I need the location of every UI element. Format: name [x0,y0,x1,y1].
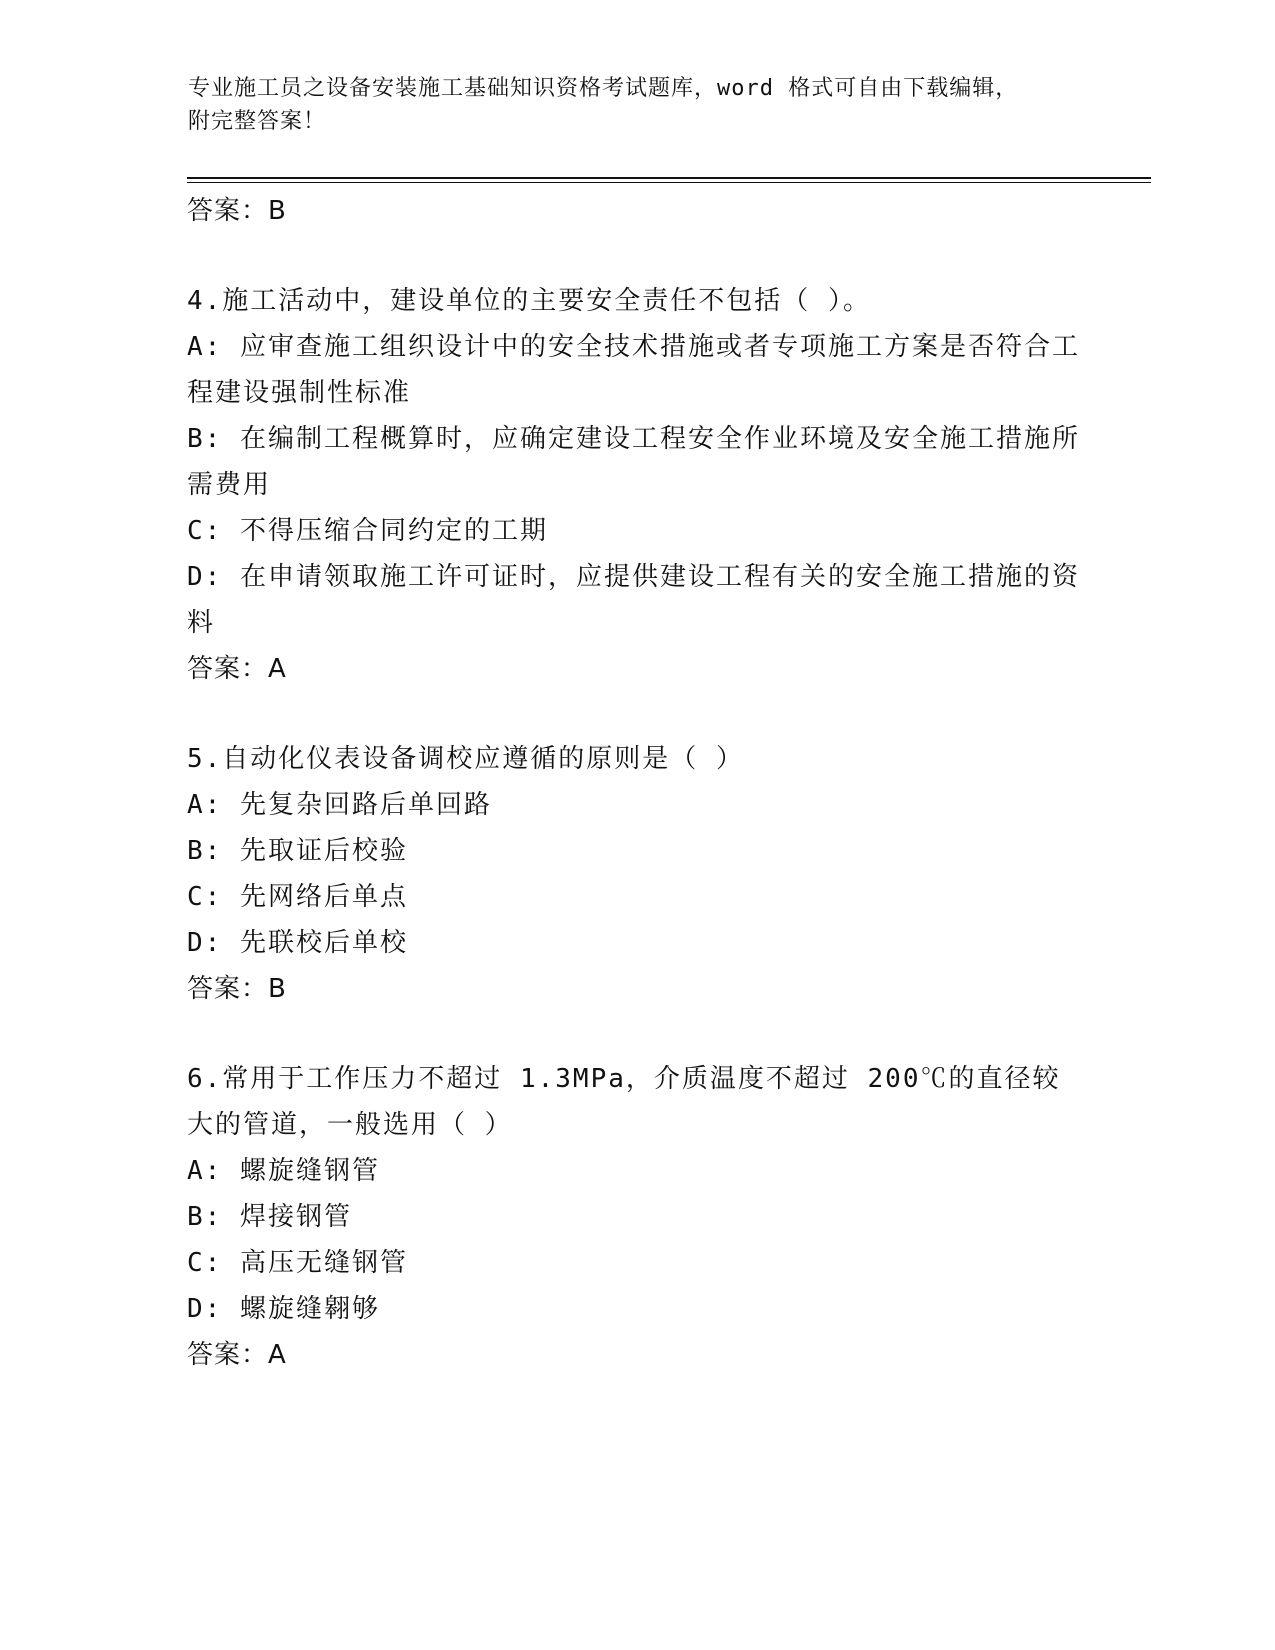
option-a: A: 应审查施工组织设计中的安全技术措施或者专项施工方案是否符合工程建设强制性标准 [187,332,1080,408]
header-divider [187,177,1151,179]
question-text: 4.施工活动中，建设单位的主要安全责任不包括（ ）。 [187,286,871,316]
spacer [187,234,1087,278]
question-block [187,1056,1087,1378]
document-body [187,188,1087,1378]
spacer [187,1012,1087,1056]
header-divider-thin [187,182,1151,183]
option-c: C: 不得压缩合同约定的工期 [187,516,548,546]
question-block [187,736,1087,1012]
question-block [187,278,1087,692]
option-d: D: 在申请领取施工许可证时，应提供建设工程有关的安全施工措施的资料 [187,562,1080,638]
answer-line: 答案：A [187,654,287,684]
option-b: B: 先取证后校验 [187,836,408,866]
option-b: B: 在编制工程概算时，应确定建设工程安全作业环境及安全施工措施所需费用 [187,424,1080,500]
option-d: D: 先联校后单校 [187,928,408,958]
question-text: 6.常用于工作压力不超过 1.3MPa，介质温度不超过 200℃的直径较大的管道，一般选用（ ） [187,1064,1061,1140]
answer-line: 答案：B [187,974,287,1004]
option-b: B: 焊接钢管 [187,1202,352,1232]
document-header [188,72,1068,138]
question-text: 5.自动化仪表设备调校应遵循的原则是（ ） [187,744,744,774]
header-line-2: 附完整答案！ [188,109,327,134]
option-d: D: 螺旋缝翱够 [187,1294,380,1324]
option-c: C: 高压无缝钢管 [187,1248,408,1278]
header-line-1: 专业施工员之设备安装施工基础知识资格考试题库，word 格式可自由下载编辑， [188,76,1019,101]
option-a: A: 先复杂回路后单回路 [187,790,492,820]
answer-line: 答案：A [187,1340,287,1370]
option-c: C: 先网络后单点 [187,882,408,912]
option-a: A: 螺旋缝钢管 [187,1156,380,1186]
previous-answer: 答案：B [187,196,287,226]
spacer [187,692,1087,736]
